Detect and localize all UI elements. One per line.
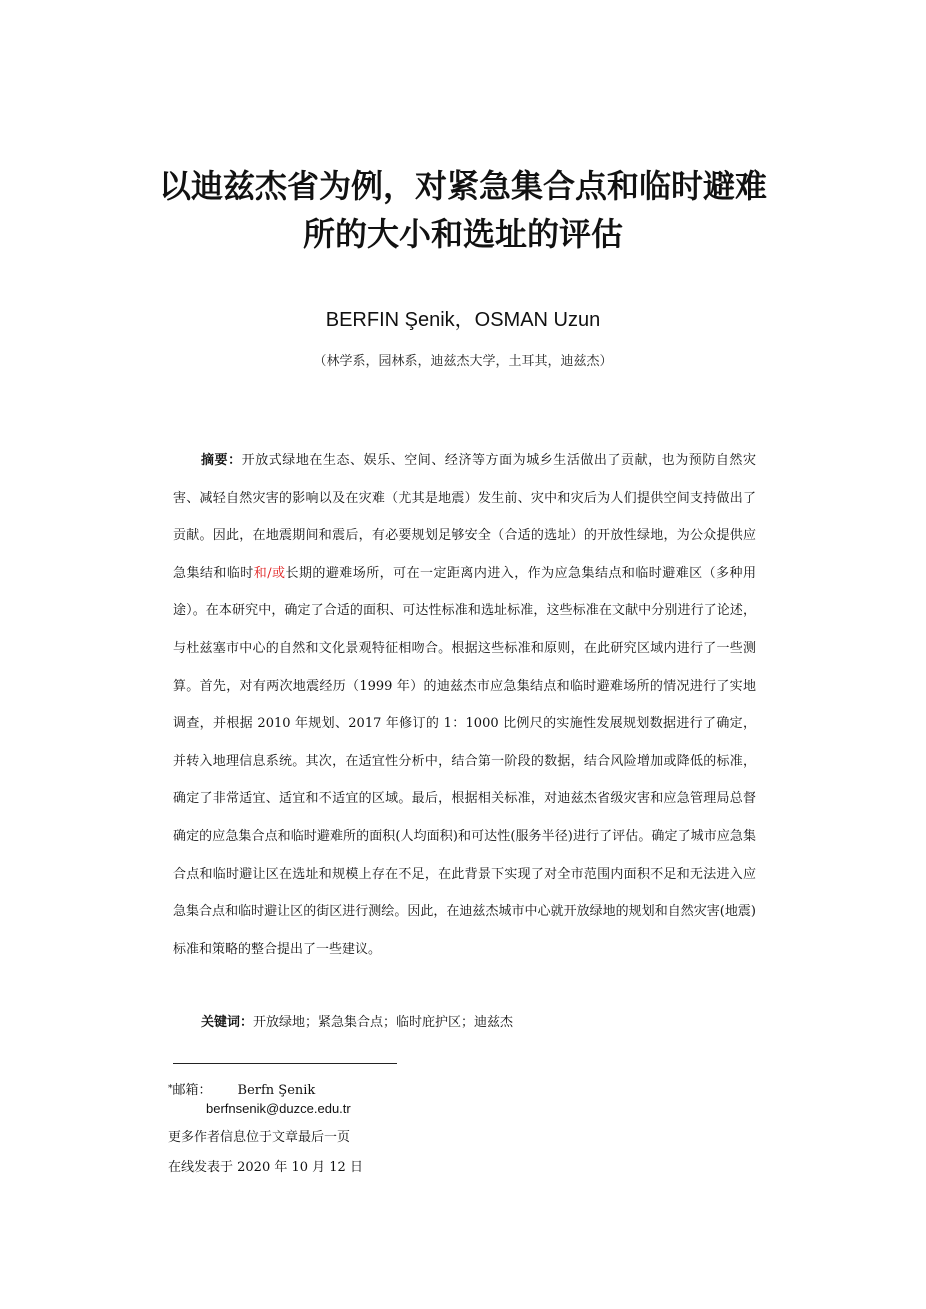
title-line-1: 以迪兹杰省为例，对紧急集合点和临时避难 [158, 167, 767, 205]
abstract [173, 442, 756, 968]
affiliation: （林学系，园林系，迪兹杰大学，土耳其，迪兹杰） [313, 354, 613, 369]
abstract-text-part-1: 开放式绿地在生态、娱乐、空间、经济等方面为城乡生活做出了贡献，也为预防自然灾害、减轻自然灾害的影响以及在灾难（尤其是地震）发生前、灾中和灾后为人们提供空间支持做出了贡献。因此，在地震期间和震后，有必要规划足够安全（合适的选址）的开放性绿地，为公众提供应急集结和临时 [173, 453, 756, 581]
author-email[interactable]: berfnsenik@duzce.edu.tr [206, 1101, 351, 1116]
keywords-text: 开放绿地；紧急集合点；临时庇护区；迪兹杰 [253, 1015, 514, 1030]
footnote-divider [173, 1063, 397, 1064]
footnote-author-name: Berfn Şenik [237, 1083, 316, 1098]
footnote-email-line [168, 1081, 315, 1101]
more-author-info: 更多作者信息位于文章最后一页 [168, 1130, 351, 1145]
abstract-text-part-2: 长期的避难场所，可在一定距离内进入，作为应急集结点和临时避难区（多种用途）。在本研究中，确定了合适的面积、可达性标准和选址标准，这些标准在文献中分别进行了论述，与杜兹塞市中心的自然和文化景观特征相吻合。根据这些标准和原则，在此研究区域内进行了一些测算。首先，对有两次地震经历（1999 年）的迪兹杰市应急集结点和临时避难场所的情况进行了实地调查，并根据 2010 年规划、2017 年修订的 1：1000 比例尺的实施性发展规划数据进行了确定，并转入地理信息系统。其次，在适宜性分析中，结合第一阶段的数据，结合风险增加或降低的标准，确定了非常适宜、适宜和不适宜的区域。最后，根据相关标准，对迪兹杰省级灾害和应急管理局总督确定的应急集合点和临时避难所的面积(人均面积)和可达性(服务半径)进行了评估。确定了城市应急集合点和临时避让区在选址和规模上存在不足，在此背景下实现了对全市范围内面积不足和无法进入应急集合点和临时避让区的街区进行测绘。因此，在迪兹杰城市中心就开放绿地的规划和自然灾害(地震)标准和策略的整合提出了一些建议。 [173, 565, 756, 957]
paper-title [100, 162, 826, 258]
title-line-2: 所的大小和选址的评估 [302, 215, 623, 253]
abstract-label: 摘要： [201, 453, 242, 468]
abstract-highlight: 和/或 [253, 565, 286, 581]
keywords [173, 1011, 756, 1035]
author-list: BERFIN Şenik，OSMAN Uzun [325, 309, 601, 331]
email-label: 邮箱： [172, 1083, 212, 1098]
publication-date: 在线发表于 2020 年 10 月 12 日 [168, 1160, 363, 1175]
footnote-marker: * [168, 1084, 173, 1094]
keywords-label: 关键词： [201, 1015, 254, 1030]
